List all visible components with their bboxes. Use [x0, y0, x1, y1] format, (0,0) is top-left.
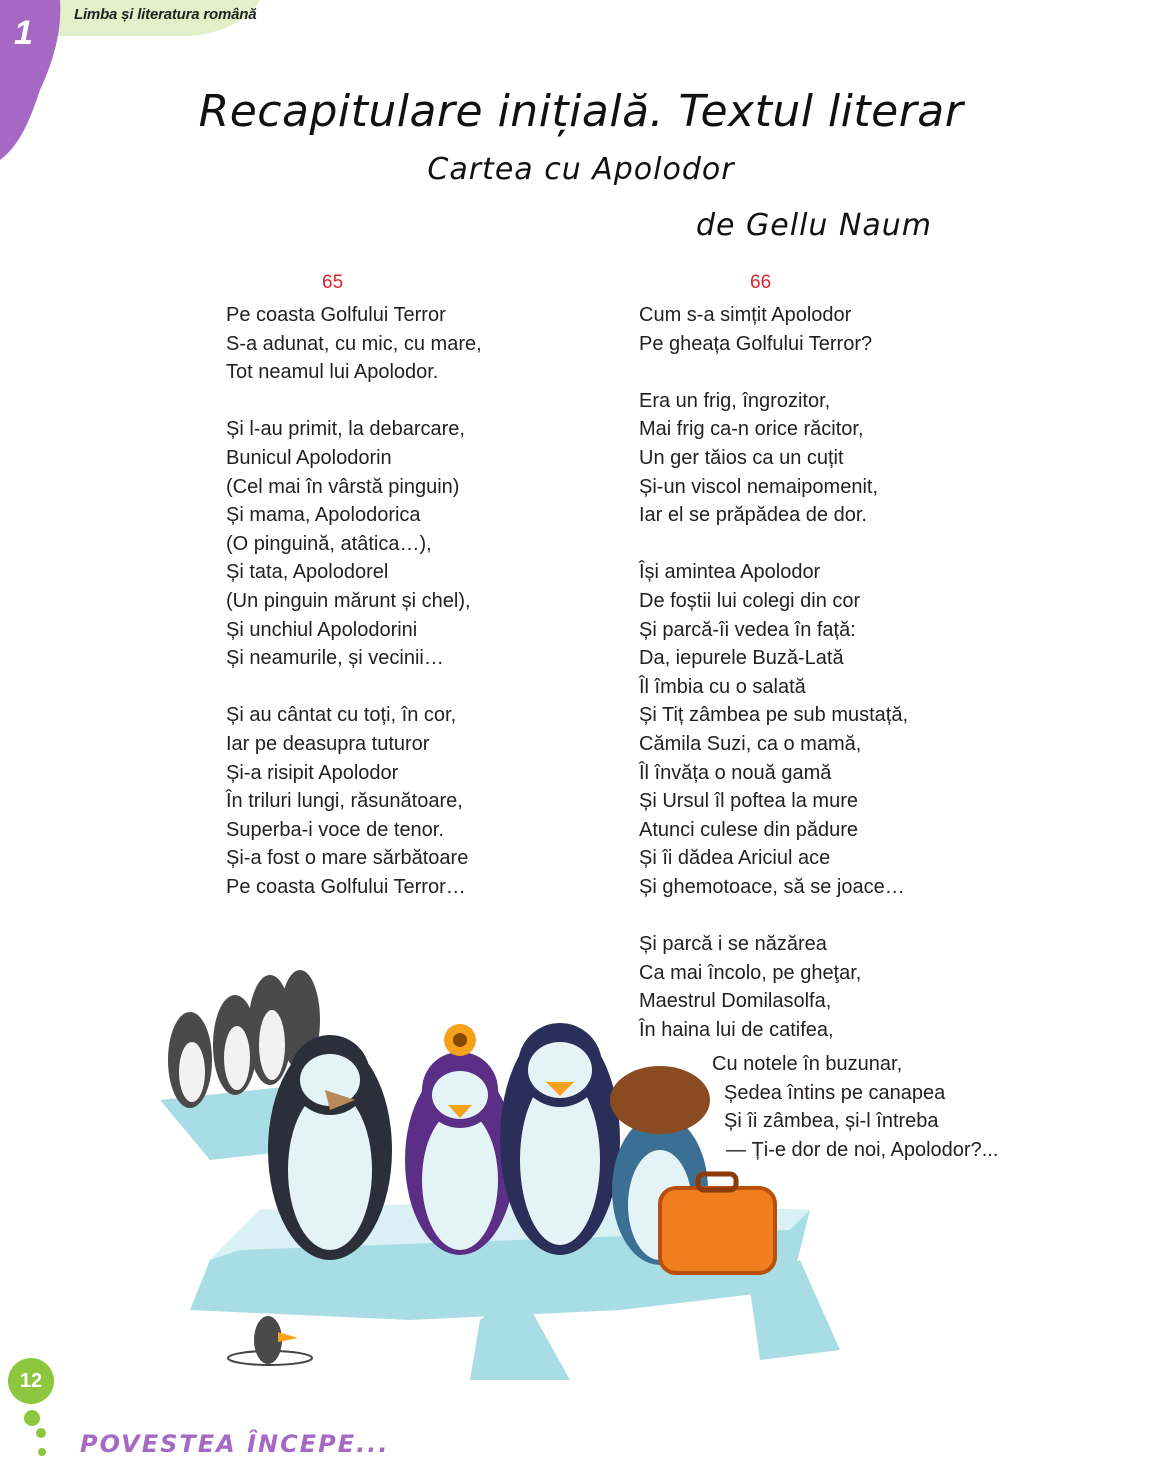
poem-line [639, 358, 908, 387]
poem-line: Iar pe deasupra tuturor [226, 732, 430, 755]
poem-line: Îl îmbia cu o salată [639, 675, 806, 698]
poem-line: Și-a risipit Apolodor [226, 761, 399, 784]
poem-line [226, 673, 482, 702]
poem-line: Și îi dădea Ariciul ace [639, 847, 831, 870]
poem-line: Și unchiul Apolodorini [226, 618, 418, 641]
poem-line: Cum s-a simțit Apolodor [639, 304, 852, 326]
book-title-footer: POVESTEA ÎNCEPE... [80, 1430, 390, 1458]
poem-line: Bunicul Apolodorin [226, 446, 392, 469]
page-subtitle: Cartea cu Apolodor [427, 152, 735, 187]
poem-line: Ședea întins pe canapea [724, 1081, 946, 1104]
poem-line: Ca mai încolo, pe gheţar, [639, 961, 862, 984]
poem-line: Da, iepurele Buză-Lată [639, 647, 844, 670]
poem-line: Și mama, Apolodorica [226, 504, 421, 527]
poem-line: (O pinguină, atâtica…), [226, 532, 432, 555]
poem-line: Pe coasta Golfului Terror… [226, 875, 466, 898]
poem-line [639, 530, 908, 559]
poem-line: De foștii lui colegi din cor [639, 589, 861, 612]
poem-line: Își amintea Apolodor [639, 561, 821, 584]
poem-line: Și-un viscol nemaipomenit, [639, 475, 878, 498]
penguin-in-water [228, 1316, 312, 1365]
penguin-apolodorel [500, 1023, 620, 1255]
source-page-ref-right: 66 [750, 272, 772, 293]
unit-number: 1 [14, 14, 33, 52]
poem-line: Mai frig ca-n orice răcitor, [639, 418, 864, 441]
poem-line: (Cel mai în vârstă pinguin) [226, 475, 460, 498]
poem-line: În haina lui de catifea, [639, 1018, 834, 1041]
poem-line [226, 387, 482, 416]
poem-line: Iar el se prăpădea de dor. [639, 504, 867, 527]
poem-line: — Ți-e dor de noi, Apolodor?... [726, 1138, 999, 1161]
page-number-badge: 12 [8, 1358, 54, 1404]
poem-line: Pe gheața Golfului Terror? [639, 332, 873, 355]
decor-dot [36, 1428, 46, 1438]
penguin-apolodorica [405, 1024, 515, 1255]
suitcase-icon [660, 1174, 775, 1273]
poem-line: Superba-i voce de tenor. [226, 818, 444, 841]
poem-line: Și parcă i se năzărea [639, 933, 827, 956]
poem-line: Pe coasta Golfului Terror [226, 304, 446, 326]
poem-line: Și Ursul îl poftea la mure [639, 790, 858, 813]
penguins-illustration [150, 960, 870, 1380]
poem-line: Și tata, Apolodorel [226, 561, 389, 584]
page-title: Recapitulare inițială. Textul literar [198, 86, 964, 137]
penguin-apolodorin [268, 1035, 392, 1260]
header-decoration [0, 0, 270, 170]
subject-label: Limba și literatura română [74, 6, 257, 23]
poem-line: Îl învăța o nouă gamă [639, 761, 832, 784]
poem-line: (Un pinguin mărunt și chel), [226, 589, 471, 612]
poem-line: Cămila Suzi, ca o mamă, [639, 732, 862, 755]
poem-line: Și ghemotoace, să se joace… [639, 875, 905, 898]
poem-line: Tot neamul lui Apolodor. [226, 361, 439, 384]
poem-line: Maestrul Domilasolfa, [639, 990, 832, 1013]
poem-right-column [639, 301, 908, 1044]
poem-line: Cu notele în buzunar, [712, 1053, 903, 1075]
poem-line: Un ger tăios ca un cuțit [639, 446, 844, 469]
poem-line: Și au cântat cu toți, în cor, [226, 704, 457, 727]
poem-line: În triluri lungi, răsunătoare, [226, 790, 463, 813]
author: de Gellu Naum [696, 208, 933, 243]
decor-dot [38, 1448, 46, 1456]
decor-dot [24, 1410, 40, 1426]
source-page-ref-left: 65 [322, 272, 344, 293]
poem-line: Și neamurile, și vecinii… [226, 647, 444, 670]
poem-line: Era un frig, îngrozitor, [639, 389, 831, 412]
poem-line [639, 901, 908, 930]
poem-line: S-a adunat, cu mic, cu mare, [226, 332, 482, 355]
poem-line: Și Tiț zâmbea pe sub mustață, [639, 704, 909, 727]
poem-left-column [226, 301, 482, 901]
poem-line: Atunci culese din pădure [639, 818, 859, 841]
poem-line: Și l-au primit, la debarcare, [226, 418, 465, 441]
poem-line: Și îi zâmbea, și-l întreba [724, 1110, 939, 1133]
poem-line: Și parcă-îi vedea în față: [639, 618, 856, 641]
poem-line: Și-a fost o mare sărbătoare [226, 847, 469, 870]
